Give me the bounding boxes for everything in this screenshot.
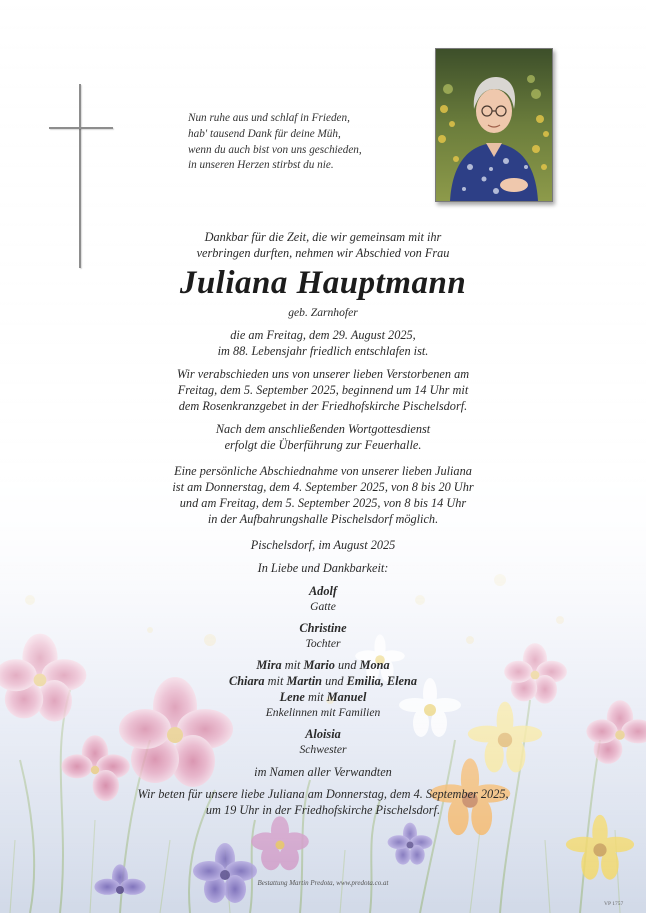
death-line: die am Freitag, dem 29. August 2025, [230,328,416,342]
funeral-line: Freitag, dem 5. September 2025, beginnend um 14 Uhr mit [177,383,469,397]
undertaker-credit: Bestattung Martin Predota, www.predota.co.at [257,879,389,887]
viewing-line: in der Aufbahrungshalle Pischelsdorf möglich. [207,512,439,526]
transfer-line: erfolgt die Überführung zur Feuerhalle. [224,438,422,452]
funeral-notice [0,366,646,414]
portrait-photo [435,48,553,202]
connector-text: und [325,674,344,688]
child-name: Mona [359,658,390,672]
prayer-line: Wir beten für unsere liebe Juliana am Donnerstag, dem 4. September 2025, [137,787,509,801]
intro-line: Dankbar für die Zeit, die wir gemeinsam mit ihr [204,230,442,244]
connector-text: und [338,658,357,672]
deceased-name: Juliana Hauptmann [179,265,467,301]
memorial-poem [188,111,428,174]
death-notice [0,327,646,359]
document-code: VP 1757 [604,901,624,907]
poem-line: Nun ruhe aus und schlaf in Frieden, [188,112,350,124]
poem-line: hab' tausend Dank für deine Müh, [188,127,341,140]
poem-line: in unseren Herzen stirbst du nie. [188,159,334,172]
partner-name: Manuel [326,690,367,704]
viewing-notice [0,463,646,527]
mourner-name: Aloisia [305,727,341,741]
grandchild-name: Mira [256,658,282,672]
connector-text: mit [267,674,284,688]
cross-icon [49,84,115,268]
mourner-relation: Gatte [310,600,336,613]
prayer-notice [0,786,646,818]
partner-name: Martin [286,674,322,688]
viewing-line: Eine persönliche Abschiednahme von unserer lieben Juliana [174,464,472,478]
grandchildren-line [0,689,646,705]
relatives-line: im Namen aller Verwandten [254,765,392,779]
mourner-relation: Tochter [305,637,341,650]
prayer-line: um 19 Uhr in der Friedhofskirche Pischelsdorf. [205,803,441,817]
mourner-name: Adolf [308,584,337,598]
viewing-line: und am Freitag, dem 5. September 2025, von 8 bis 14 Uhr [179,496,467,510]
place-date: Pischelsdorf, im August 2025 [250,538,396,552]
mourner-name: Christine [299,621,347,635]
grandchild-name: Chiara [229,674,265,688]
transfer-line: Nach dem anschließenden Wortgottesdienst [215,422,431,436]
maiden-name: geb. Zarnhofer [288,306,358,319]
child-name: Emilia, Elena [346,674,417,688]
partner-name: Mario [303,658,335,672]
viewing-line: ist am Donnerstag, dem 4. September 2025, von 8 bis 20 Uhr [172,480,474,494]
gratitude-heading: In Liebe und Dankbarkeit: [257,561,389,575]
mourner-relation: Schwester [299,743,347,756]
mourner-relation: Enkelinnen mit Familien [265,706,381,719]
grandchildren-line [0,657,646,673]
transfer-notice [0,421,646,453]
grandchild-name: Lene [279,690,305,704]
funeral-line: Wir verabschieden uns von unserer lieben Verstorbenen am [176,367,470,381]
connector-text: mit [284,658,301,672]
grandchildren-line [0,673,646,689]
poem-line: wenn du auch bist von uns geschieden, [188,143,362,156]
connector-text: mit [307,690,324,704]
death-line: im 88. Lebensjahr friedlich entschlafen ist. [217,344,429,358]
intro-line: verbringen durften, nehmen wir Abschied von Frau [196,246,450,260]
funeral-line: dem Rosenkranzgebet in der Friedhofskirche Pischelsdorf. [178,399,468,413]
